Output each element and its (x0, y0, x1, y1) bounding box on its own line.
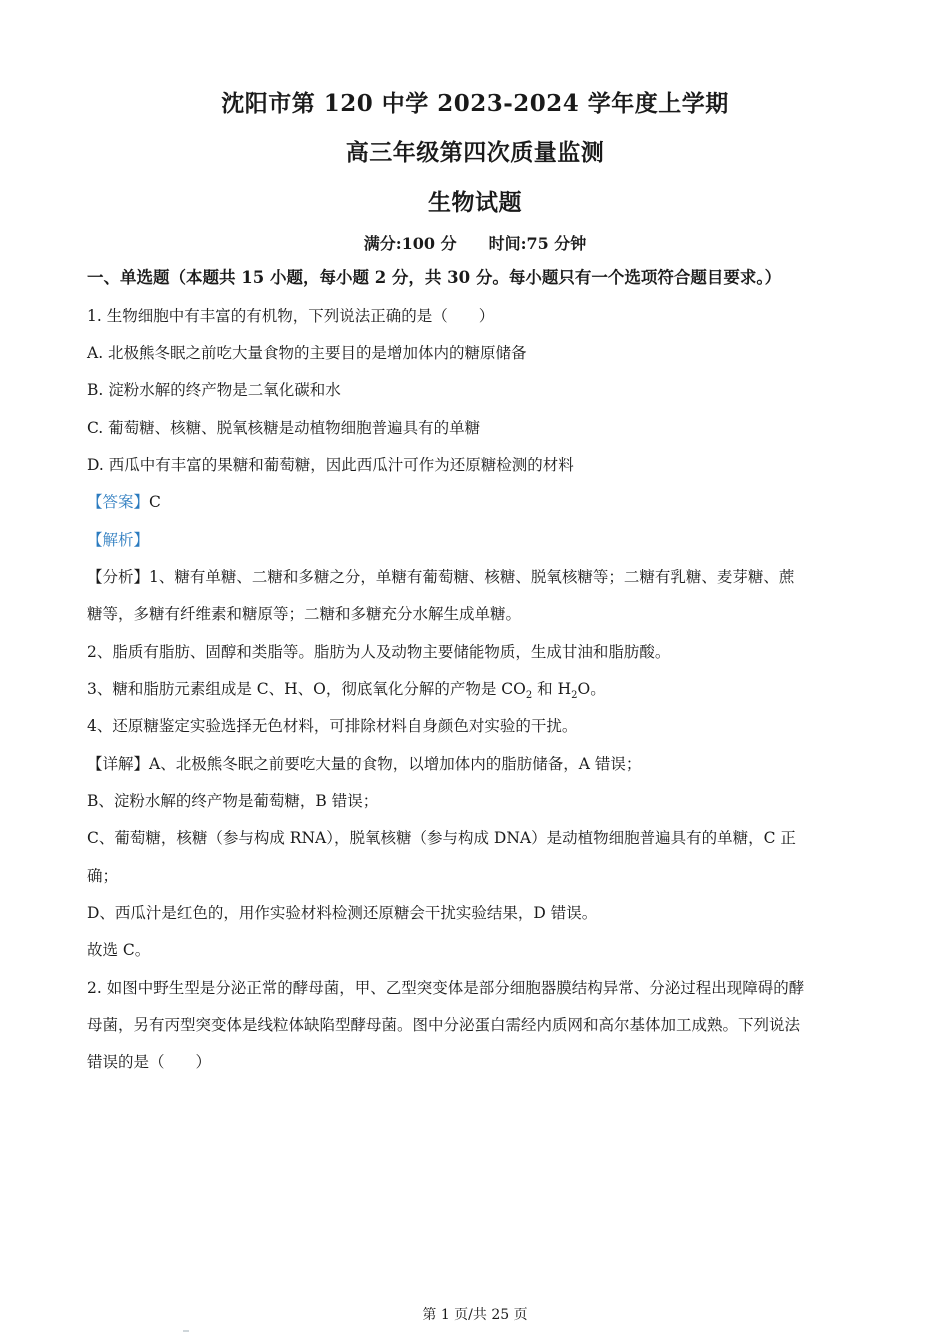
scan-mark (183, 1330, 189, 1332)
detail-a-text: A、北极熊冬眠之前要吃大量的食物，以增加体内的脂肪储备，A 错误； (149, 755, 642, 773)
question-1-stem: 1. 生物细胞中有丰富的有机物，下列说法正确的是（ ） (87, 307, 495, 325)
subscript-h2o: 2 (571, 690, 578, 702)
analysis-label: 【解析】 (87, 531, 150, 549)
answer-value: C (149, 493, 161, 511)
subscript-co2: 2 (525, 690, 533, 702)
detail-c-cont: 确； (87, 867, 119, 885)
fenxi-3-text: 3、糖和脂肪元素组成是 C、H、O，彻底氧化分解的产物是 CO (87, 680, 526, 698)
exam-meta: 满分:100 分 时间:75 分钟 (363, 234, 587, 253)
question-1-answer (87, 492, 161, 512)
detail-label: 【详解】 (87, 755, 150, 773)
answer-label: 【答案】 (87, 493, 150, 511)
fenxi-3-mid: 和 H (532, 680, 572, 698)
question-2-stem-line-3: 错误的是（ ） (87, 1053, 212, 1071)
document-title-exam: 高三年级第四次质量监测 (345, 139, 605, 166)
question-2-stem-line-1: 2. 如图中野生型是分泌正常的酵母菌，甲、乙型突变体是部分细胞器膜结构异常、分泌过程出现障碍的酵 (87, 979, 805, 997)
detail-a (87, 754, 641, 774)
detail-b: B、淀粉水解的终产物是葡萄糖，B 错误； (87, 792, 379, 810)
question-2-stem-line-2: 母菌，另有丙型突变体是线粒体缺陷型酵母菌。图中分泌蛋白需经内质网和高尔基体加工成熟。下列说法 (87, 1016, 801, 1034)
document-title-subject: 生物试题 (428, 189, 522, 216)
fenxi-text-1a: 1、糖有单糖、二糖和多糖之分，单糖有葡萄糖、核糖、脱氧核糖等；二糖有乳糖、麦芽糖、蔗 (149, 568, 795, 586)
question-1-option-b: B. 淀粉水解的终产物是二氧化碳和水 (87, 381, 341, 399)
section-heading: 一、单选题（本题共 15 小题，每小题 2 分，共 30 分。每小题只有一个选项符合题目要求。） (87, 268, 782, 287)
question-1-option-c: C. 葡萄糖、核糖、脱氧核糖是动植物细胞普遍具有的单糖 (87, 419, 481, 437)
document-title-school: 沈阳市第 120 中学 2023-2024 学年度上学期 (221, 90, 729, 117)
fenxi-label: 【分析】 (87, 568, 150, 586)
conclusion: 故选 C。 (87, 941, 151, 959)
question-1-option-a: A. 北极熊冬眠之前吃大量食物的主要目的是增加体内的糖原储备 (87, 344, 527, 362)
analysis-point-4: 4、还原糖鉴定实验选择无色材料，可排除材料自身颜色对实验的干扰。 (87, 717, 578, 735)
analysis-point-3 (87, 679, 606, 706)
detail-d: D、西瓜汁是红色的，用作实验材料检测还原糖会干扰实验结果，D 错误。 (87, 904, 598, 922)
detail-c: C、葡萄糖，核糖（参与构成 RNA），脱氧核糖（参与构成 DNA）是动植物细胞普遍具有的单糖，C 正 (87, 829, 796, 847)
fenxi-3-end: O。 (577, 680, 606, 698)
analysis-point-1 (87, 567, 794, 587)
analysis-point-1-cont: 糖等，多糖有纤维素和糖原等；二糖和多糖充分水解生成单糖。 (87, 605, 522, 623)
question-1-option-d: D. 西瓜中有丰富的果糖和葡萄糖，因此西瓜汁可作为还原糖检测的材料 (87, 456, 574, 474)
page-number: 第 1 页/共 25 页 (422, 1307, 528, 1323)
analysis-point-2: 2、脂质有脂肪、固醇和类脂等。脂肪为人及动物主要储能物质，生成甘油和脂肪酸。 (87, 643, 671, 661)
